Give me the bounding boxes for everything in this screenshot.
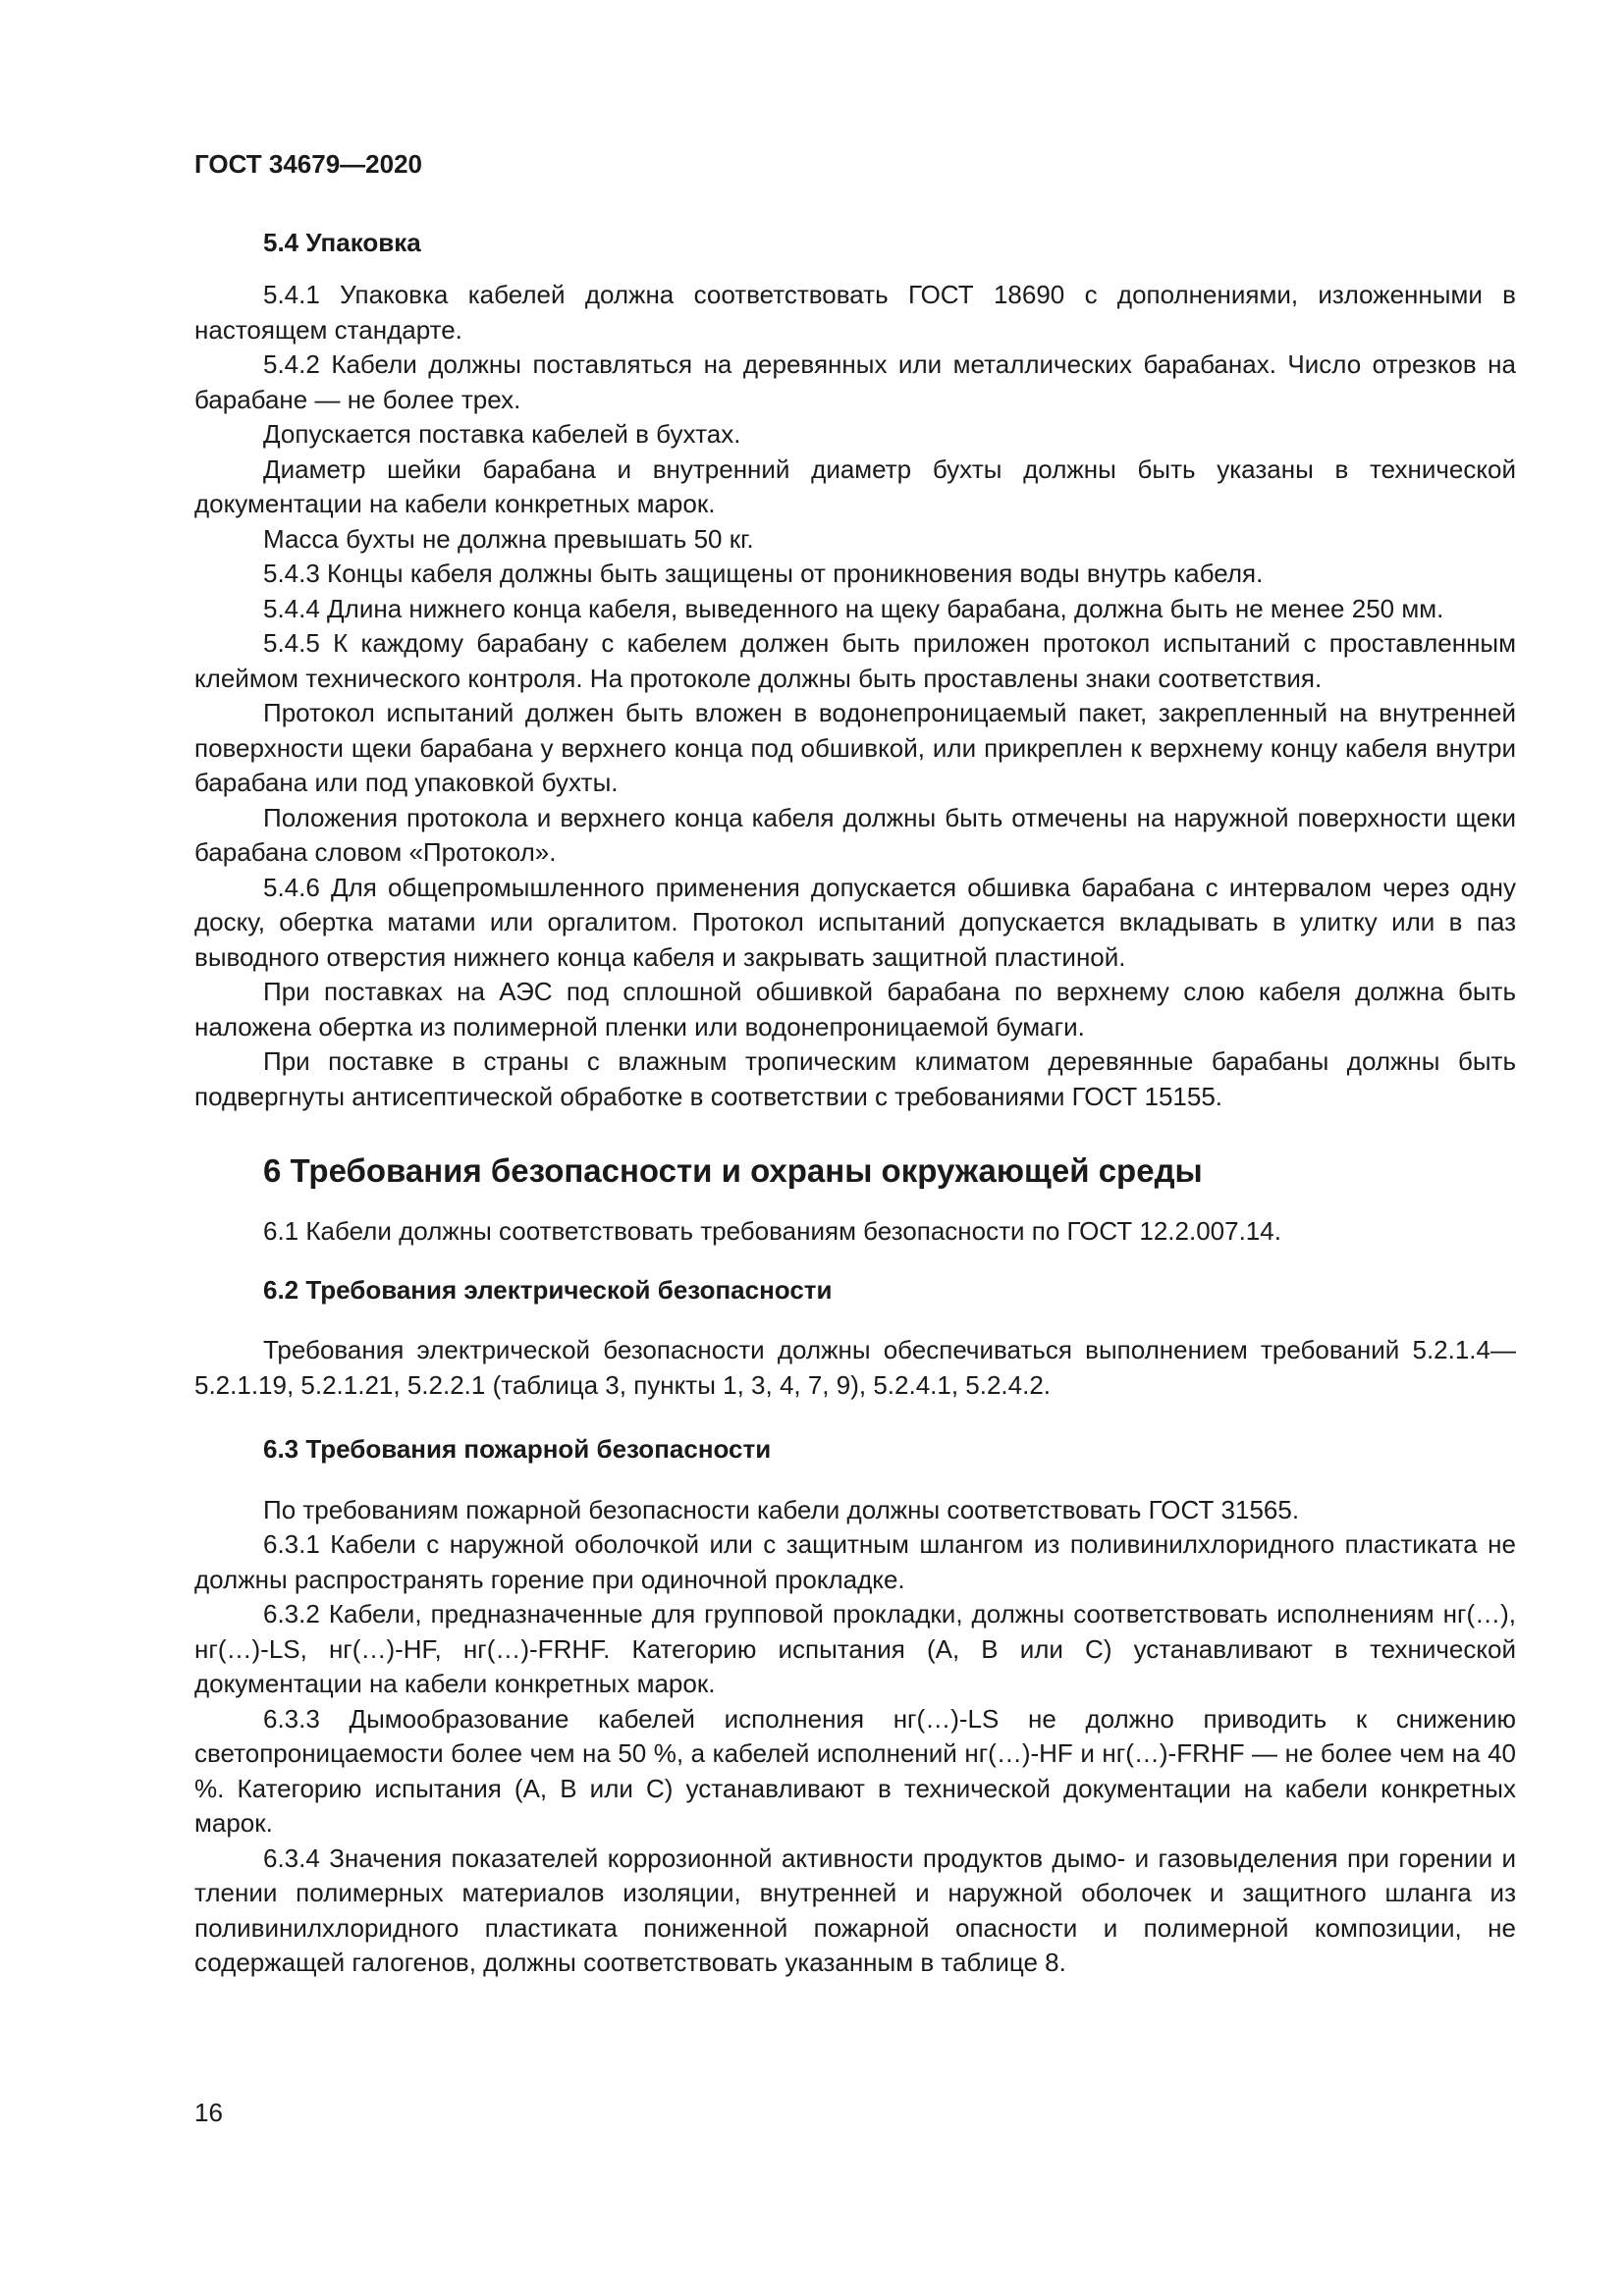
section-6-3-body bbox=[194, 1493, 1516, 1981]
document-header: ГОСТ 34679—2020 bbox=[194, 149, 422, 179]
paragraph: Масса бухты не должна превышать 50 кг. bbox=[263, 523, 754, 554]
paragraph: Положения протокола и верхнего конца кабеля должны быть отмечены на наружной поверхности щеки барабана словом «Протокол». bbox=[194, 802, 1516, 867]
paragraph: 6.3.1 Кабели с наружной оболочкой или с защитным шлангом из поливинилхлоридного пластиката не должны распространять горение при одиночной прокладке. bbox=[194, 1529, 1516, 1594]
section-6-2-body bbox=[194, 1333, 1516, 1403]
document-page bbox=[194, 147, 1516, 1981]
paragraph: Требования электрической безопасности должны обеспечиваться выполнением требований 5.2.1.4—5.2.1.19, 5.2.1.21, 5.2.2.1 (таблица 3, пункты 1, 3, 4, 7, 9), 5.2.4.1, 5.2.4.2. bbox=[194, 1335, 1516, 1400]
paragraph: 6.3.3 Дымообразование кабелей исполнения нг(…)-LS не должно приводить к снижению светопроницаемости более чем на 50 %, а кабелей исполнений нг(…)-HF и нг(…)-FRHF — не более чем на 40 %. Категорию испытания (А, В или С) устанавливают в технической документации на кабели конкретных марок. bbox=[194, 1703, 1516, 1838]
paragraph: При поставке в страны с влажным тропическим климатом деревянные барабаны должны быть подвергнуты антисептической обработке в соответствии с требованиями ГОСТ 15155. bbox=[194, 1046, 1516, 1111]
paragraph: Протокол испытаний должен быть вложен в водонепроницаемый пакет, закрепленный на внутренней поверхности щеки барабана у верхнего конца под обшивкой, или прикреплен к верхнему концу кабеля внутри барабана или под упаковкой бухты. bbox=[194, 698, 1516, 797]
paragraph: 5.4.5 К каждому барабану с кабелем должен быть приложен протокол испытаний с проставленным клеймом технического контроля. На протоколе должны быть проставлены знаки соответствия. bbox=[194, 628, 1516, 693]
paragraph: 6.3.4 Значения показателей коррозионной активности продуктов дымо- и газовыделения при горении и тлении полимерных материалов изоляции, внутренней и наружной оболочек и защитного шланга из поливинилхлоридного пластиката пониженной пожарной опасности и полимерной композиции, не содержащей галогенов, должны соответствовать указанным в таблице 8. bbox=[194, 1842, 1516, 1977]
paragraph: Диаметр шейки барабана и внутренний диаметр бухты должны быть указаны в технической документации на кабели конкретных марок. bbox=[194, 454, 1516, 518]
paragraph: 5.4.3 Концы кабеля должны быть защищены от проникновения воды внутрь кабеля. bbox=[263, 559, 1264, 588]
paragraph: Допускается поставка кабелей в бухтах. bbox=[263, 419, 741, 449]
paragraph: По требованиям пожарной безопасности кабели должны соответствовать ГОСТ 31565. bbox=[263, 1494, 1300, 1524]
section-6-title: 6 Требования безопасности и охраны окружающей среды bbox=[263, 1152, 1203, 1189]
section-6-2-title: 6.2 Требования электрической безопасности bbox=[263, 1274, 833, 1305]
paragraph: 5.4.1 Упаковка кабелей должна соответствовать ГОСТ 18690 с дополнениями, изложенными в настоящем стандарте. bbox=[194, 280, 1516, 345]
section-6-3-title: 6.3 Требования пожарной безопасности bbox=[263, 1434, 772, 1464]
page-number: 16 bbox=[194, 2098, 223, 2127]
paragraph: 5.4.2 Кабели должны поставляться на деревянных или металлических барабанах. Число отрезков на барабане — не более трех. bbox=[194, 349, 1516, 414]
section-5-4-title: 5.4 Упаковка bbox=[263, 227, 421, 257]
paragraph: При поставках на АЭС под сплошной обшивкой барабана по верхнему слою кабеля должна быть наложена обертка из полимерной пленки или водонепроницаемой бумаги. bbox=[194, 977, 1516, 1041]
section-5-4-body bbox=[194, 278, 1516, 1114]
paragraph: 5.4.4 Длина нижнего конца кабеля, выведенного на щеку барабана, должна быть не менее 250 мм. bbox=[263, 593, 1444, 623]
paragraph: 6.3.2 Кабели, предназначенные для групповой прокладки, должны соответствовать исполнениям нг(…), нг(…)-LS, нг(…)-HF, нг(…)-FRHF. Категорию испытания (А, В или С) устанавливают в технической документации на кабели конкретных марок. bbox=[194, 1599, 1516, 1698]
paragraph: 5.4.6 Для общепромышленного применения допускается обшивка барабана с интервалом через одну доску, обертка матами или оргалитом. Протокол испытаний допускается вкладывать в улитку или в паз выводного отверстия нижнего конца кабеля и закрывать защитной пластиной. bbox=[194, 872, 1516, 972]
section-6-1-paragraph: 6.1 Кабели должны соответствовать требованиям безопасности по ГОСТ 12.2.007.14. bbox=[263, 1216, 1281, 1246]
